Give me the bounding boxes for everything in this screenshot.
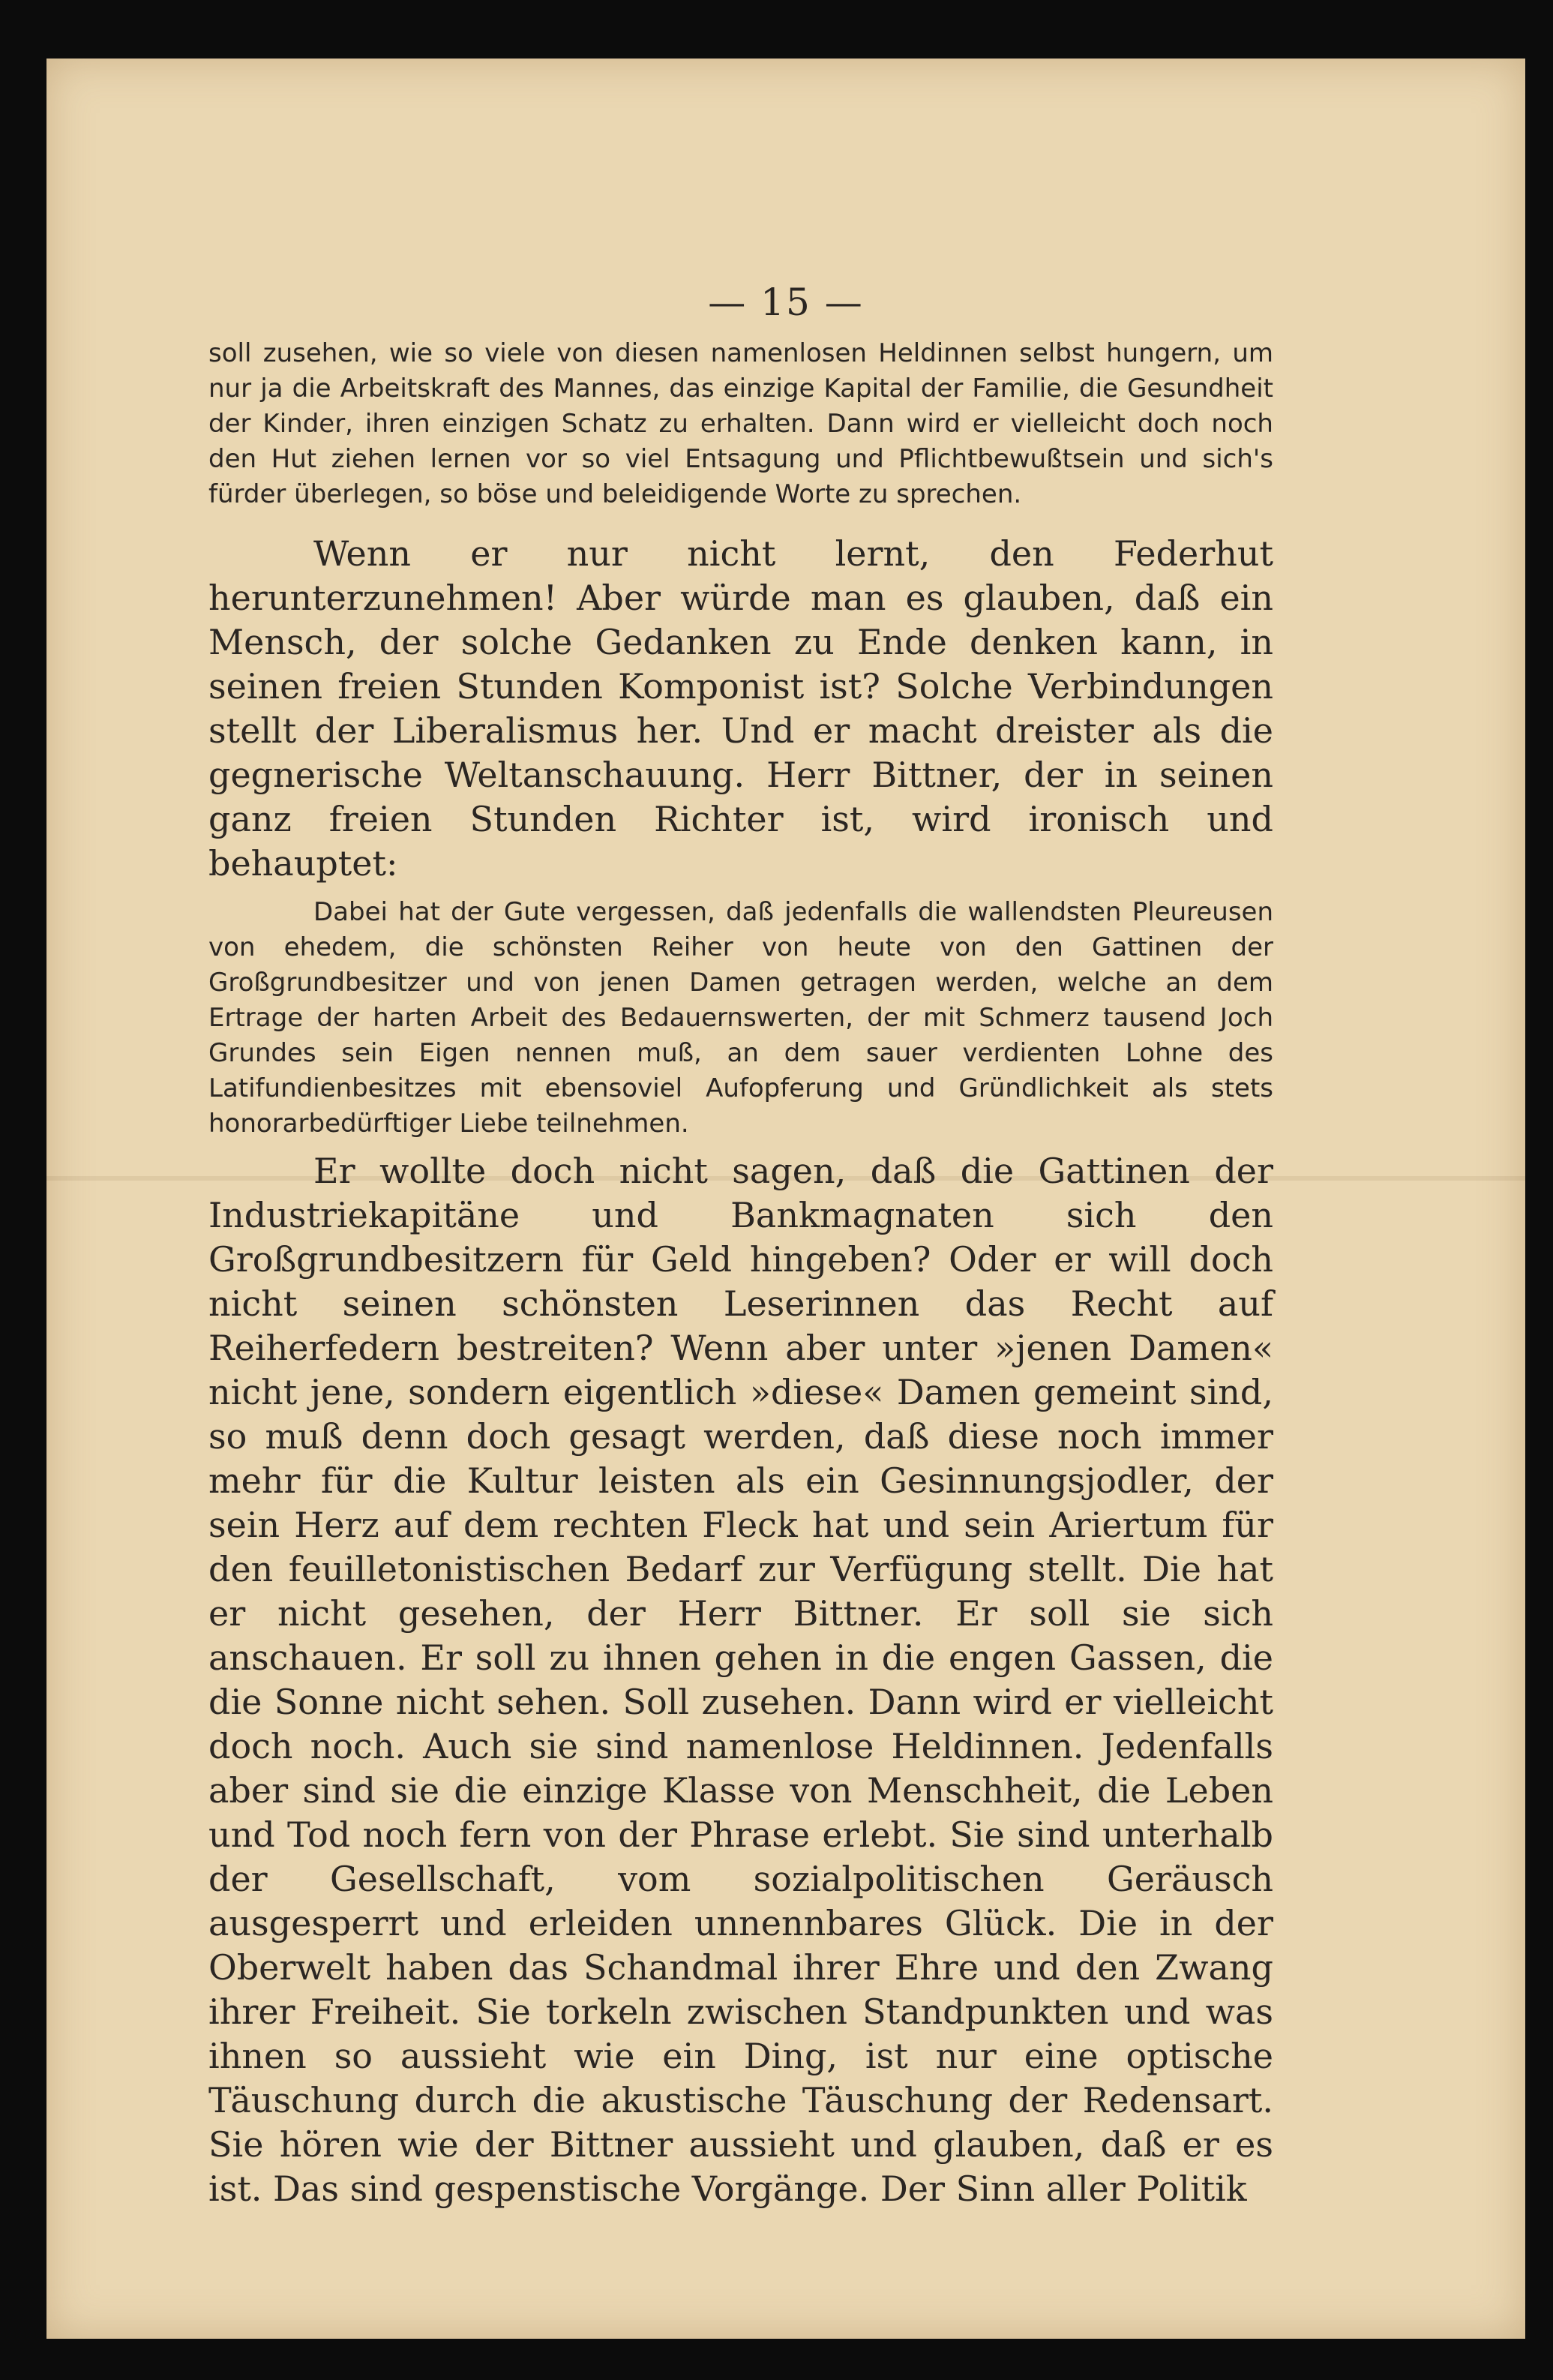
quoted-passage: Dabei hat der Gute vergessen, daß jedenfalls die wallendsten Pleureusen von ehedem, die schönsten Reiher von heute von den Gattinen der Großgrundbesitzer und von jenen Damen getragen werden, welche an dem Ertrage der harten Arbeit des Bedauernswerten, der mit Schmerz tausend Joch Grundes sein Eigen nennen muß, an dem sauer verdienten Lohne des Latifundienbesitzes mit ebensoviel Aufopferung und Gründlichkeit als stets honorarbedürftiger Liebe teilnehmen.: [208, 897, 1273, 1139]
paragraph-federhut: Wenn er nur nicht lernt, den Federhut herunterzunehmen! Aber würde man es glauben, daß ein Mensch, der solche Gedanken zu Ende denken kann, in seinen freien Stunden Komponist ist? Solche Verbindungen stellt der Liberalismus her. Und er macht dreister als die gegnerische Weltanschauung. Herr Bittner, der in seinen ganz freien Stunden Richter ist, wird ironisch und behauptet:: [208, 533, 1273, 884]
page-number: — 15 —: [708, 281, 864, 324]
paragraph-continuation: soll zusehen, wie so viele von diesen namenlosen Heldinnen selbst hungern, um nur ja die Arbeitskraft des Mannes, das einzige Kapital der Familie, die Gesundheit der Kinder, ihren einzigen Schatz zu erhalten. Dann wird er vielleicht doch noch den Hut ziehen lernen vor so viel Entsagung und Pflichtbewußtsein und sich's fürder überlegen, so böse und beleidigende Worte zu sprechen.: [208, 338, 1273, 509]
text-body: [208, 336, 1273, 2211]
paragraph-gattinen: Er wollte doch nicht sagen, daß die Gattinen der Industriekapitäne und Bankmagnaten sich den Großgrundbesitzern für Geld hingeben? Oder er will doch nicht seinen schönsten Leserinnen das Recht auf Reiherfedern bestreiten? Wenn aber unter »jenen Damen« nicht jene, sondern eigentlich »diese« Damen gemeint sind, so muß denn doch gesagt werden, daß diese noch immer mehr für die Kultur leisten als ein Gesinnungsjodler, der sein Herz auf dem rechten Fleck hat und sein Ariertum für den feuilletonistischen Bedarf zur Verfügung stellt. Die hat er nicht gesehen, der Herr Bittner. Er soll sie sich anschauen. Er soll zu ihnen gehen in die engen Gassen, die die Sonne nicht sehen. Soll zusehen. Dann wird er vielleicht doch noch. Auch sie sind namenlose Heldinnen. Jedenfalls aber sind sie die einzige Klasse von Menschheit, die Leben und Tod noch fern von der Phrase erlebt. Sie sind unterhalb der Gesellschaft, vom sozialpolitischen Geräusch ausgesperrt und erleiden unnennbares Glück. Die in der Oberwelt haben das Schandmal ihrer Ehre und den Zwang ihrer Freiheit. Sie torkeln zwischen Standpunkten und was ihnen so aussieht wie ein Ding, ist nur eine optische Täuschung durch die akustische Täuschung der Redensart. Sie hören wie der Bittner aussieht und glauben, daß er es ist. Das sind gespenstische Vorgänge. Der Sinn aller Politik: [208, 1151, 1273, 2209]
